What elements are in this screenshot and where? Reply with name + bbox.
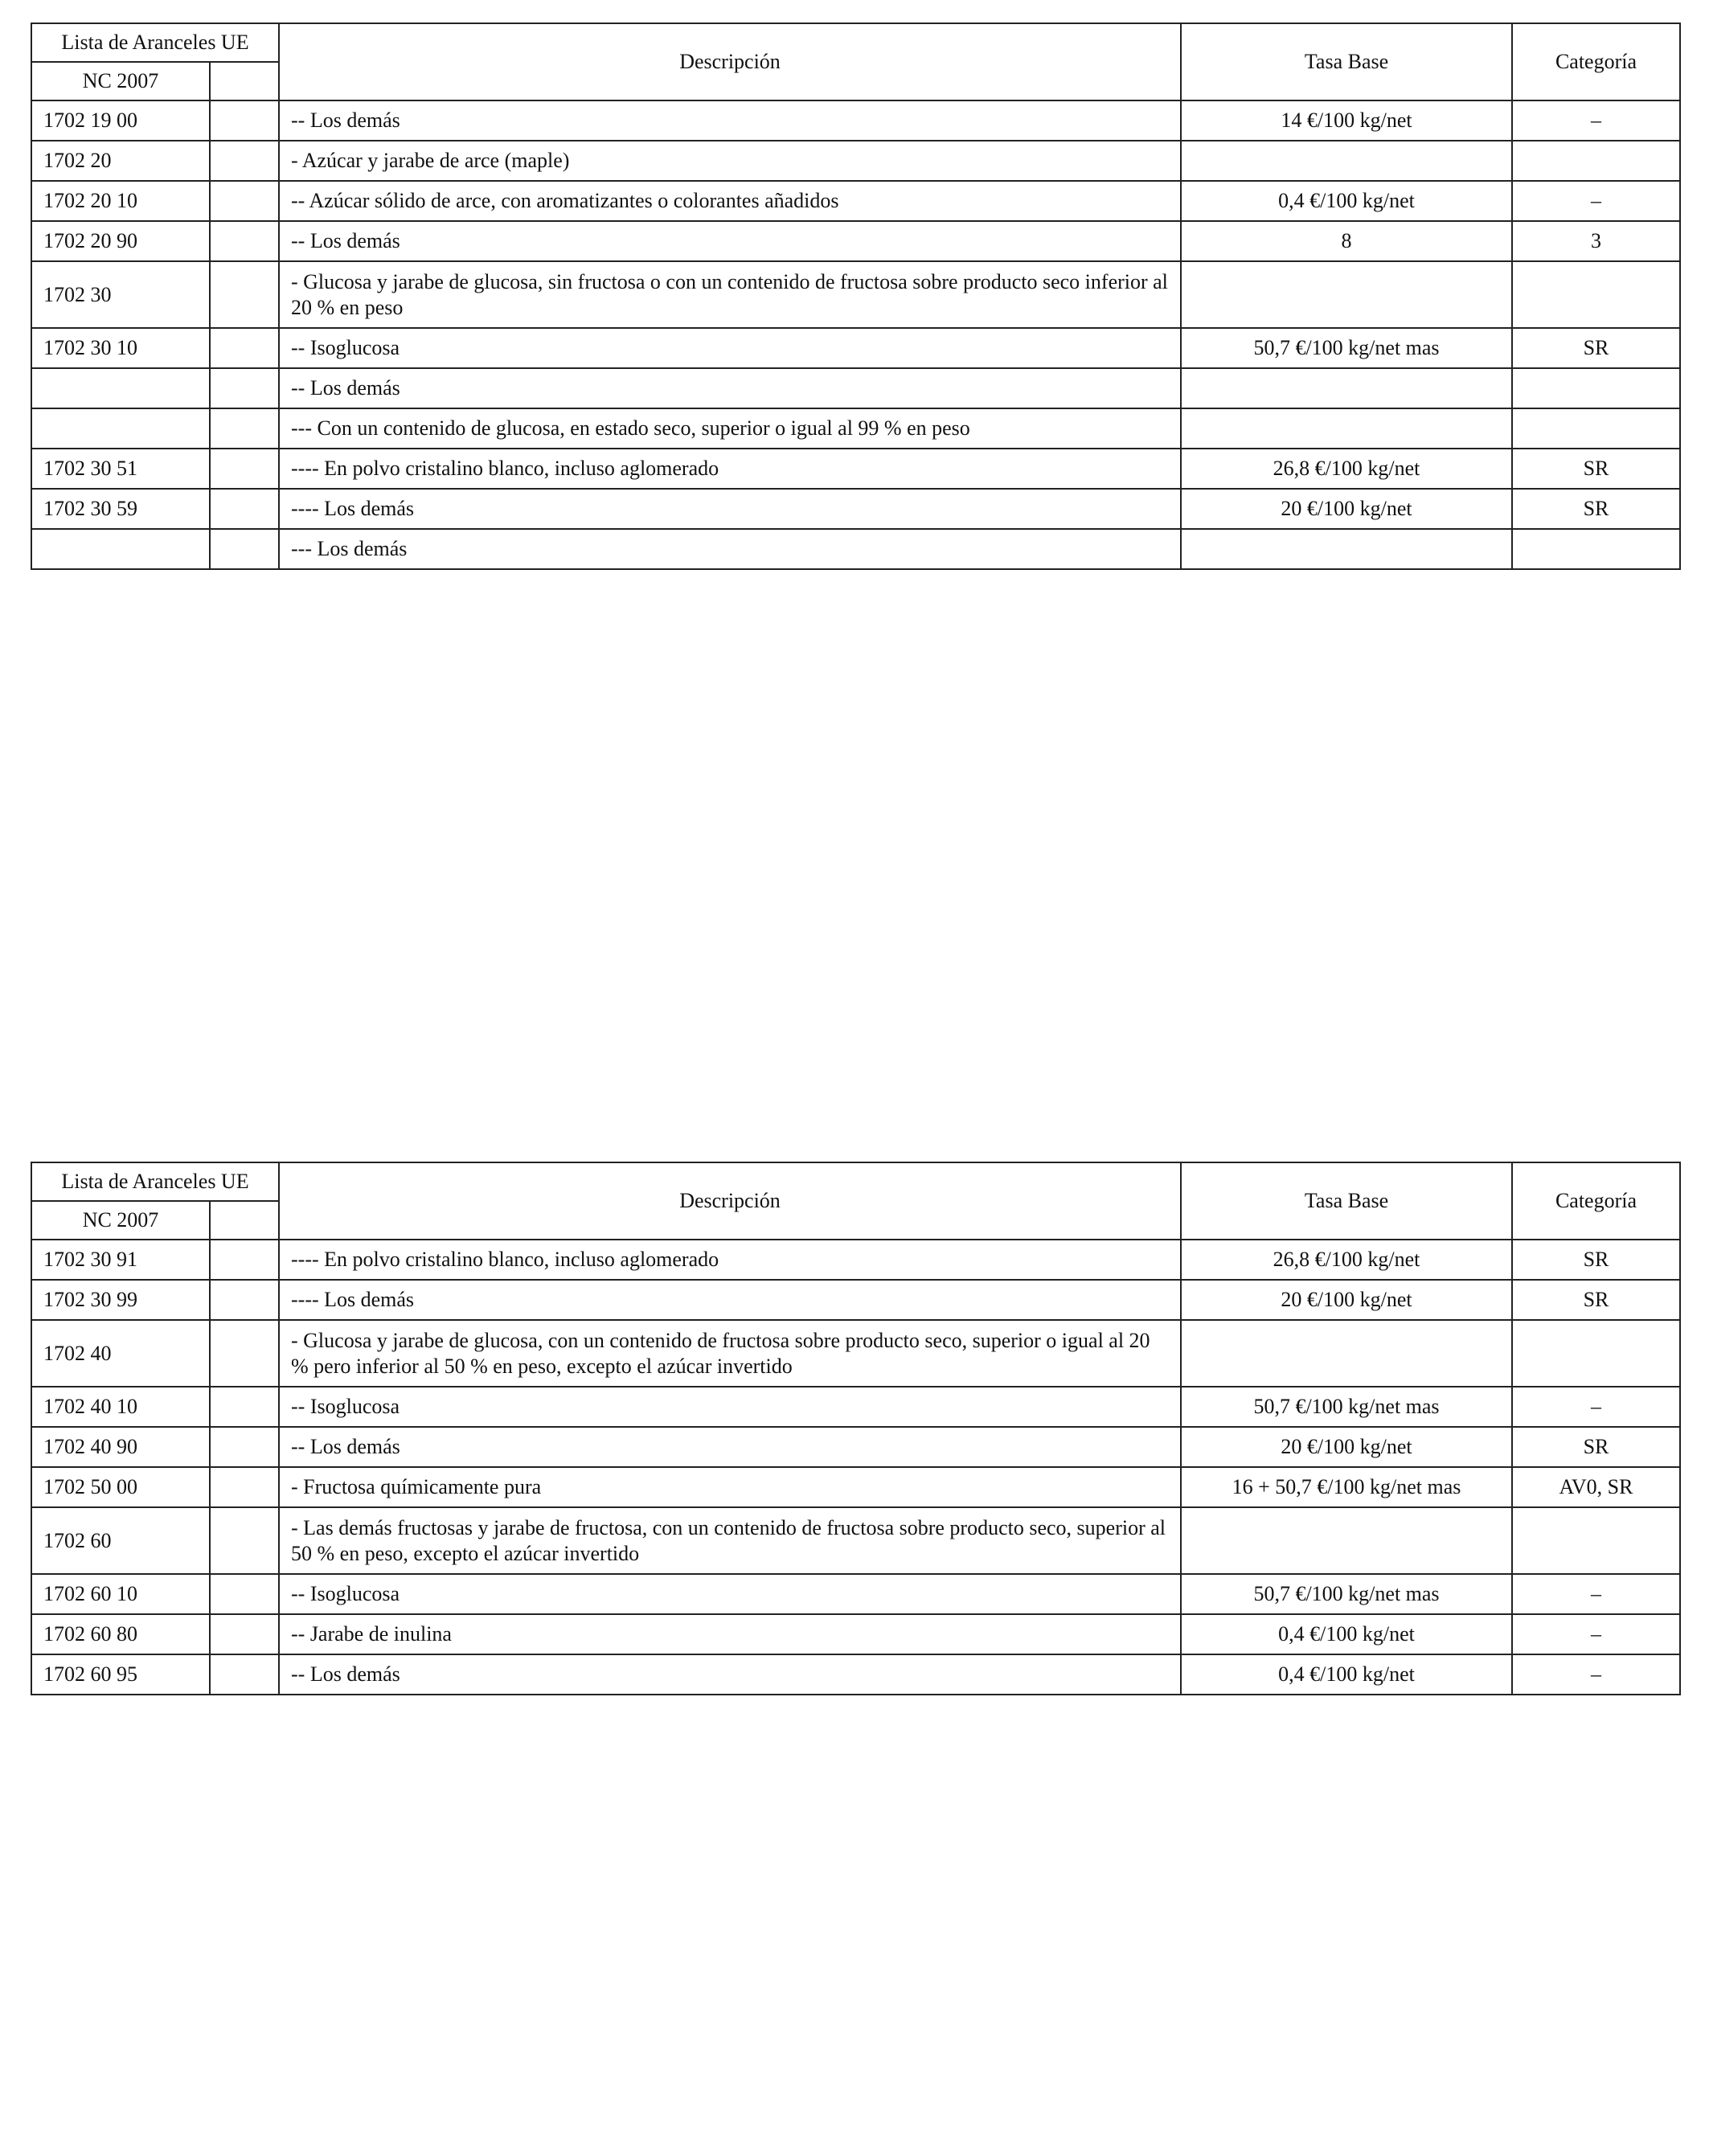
- table-header: [31, 23, 1680, 100]
- category-cell: –: [1512, 1614, 1680, 1654]
- code-cell: 1702 30: [31, 261, 210, 328]
- table-row: [31, 1320, 1680, 1387]
- description-cell: - Fructosa químicamente pura: [279, 1467, 1181, 1507]
- code-cell: 1702 30 59: [31, 489, 210, 529]
- rate-cell: 20 €/100 kg/net: [1181, 489, 1512, 529]
- description-cell: -- Isoglucosa: [279, 1387, 1181, 1427]
- table-row: [31, 408, 1680, 449]
- sub-cell: [210, 181, 279, 221]
- description-cell: -- Los demás: [279, 368, 1181, 408]
- description-cell: ---- En polvo cristalino blanco, incluso aglomerado: [279, 449, 1181, 489]
- table-row: [31, 529, 1680, 569]
- category-cell: [1512, 261, 1680, 328]
- sub-cell: [210, 1614, 279, 1654]
- table-row: [31, 1280, 1680, 1320]
- description-cell: --- Con un contenido de glucosa, en estado seco, superior o igual al 99 % en peso: [279, 408, 1181, 449]
- rate-cell: [1181, 368, 1512, 408]
- nc-header: NC 2007: [31, 62, 210, 100]
- code-cell: [31, 408, 210, 449]
- rate-cell: 50,7 €/100 kg/net mas: [1181, 1574, 1512, 1614]
- code-cell: 1702 30 91: [31, 1240, 210, 1280]
- rate-cell: [1181, 408, 1512, 449]
- sub-cell: [210, 1387, 279, 1427]
- category-cell: [1512, 1507, 1680, 1574]
- rate-cell: 20 €/100 kg/net: [1181, 1427, 1512, 1467]
- sub-cell: [210, 1467, 279, 1507]
- description-cell: -- Los demás: [279, 221, 1181, 261]
- rate-cell: [1181, 529, 1512, 569]
- category-cell: SR: [1512, 1427, 1680, 1467]
- description-cell: ---- Los demás: [279, 1280, 1181, 1320]
- rate-cell: 20 €/100 kg/net: [1181, 1280, 1512, 1320]
- sub-cell: [210, 529, 279, 569]
- table-row: [31, 1574, 1680, 1614]
- code-cell: 1702 50 00: [31, 1467, 210, 1507]
- table-row: [31, 100, 1680, 141]
- rate-cell: 26,8 €/100 kg/net: [1181, 1240, 1512, 1280]
- table-row: [31, 1467, 1680, 1507]
- category-cell: SR: [1512, 328, 1680, 368]
- list-header: Lista de Aranceles UE: [31, 23, 279, 62]
- category-header: Categoría: [1512, 23, 1680, 100]
- rate-cell: [1181, 1320, 1512, 1387]
- category-cell: [1512, 529, 1680, 569]
- table-row: [31, 1614, 1680, 1654]
- code-cell: 1702 20 10: [31, 181, 210, 221]
- rate-cell: 50,7 €/100 kg/net mas: [1181, 328, 1512, 368]
- code-cell: 1702 60: [31, 1507, 210, 1574]
- category-cell: AV0, SR: [1512, 1467, 1680, 1507]
- sub-cell: [210, 1280, 279, 1320]
- description-cell: - Las demás fructosas y jarabe de fructosa, con un contenido de fructosa sobre producto seco, superior al 50 % en peso, excepto el azúcar invertido: [279, 1507, 1181, 1574]
- rate-cell: [1181, 1507, 1512, 1574]
- sub-cell: [210, 1654, 279, 1695]
- rate-cell: 8: [1181, 221, 1512, 261]
- sub-cell: [210, 368, 279, 408]
- code-cell: 1702 30 10: [31, 328, 210, 368]
- code-cell: 1702 60 95: [31, 1654, 210, 1695]
- rate-cell: 14 €/100 kg/net: [1181, 100, 1512, 141]
- category-cell: [1512, 141, 1680, 181]
- table-row: [31, 1654, 1680, 1695]
- sub-cell: [210, 1427, 279, 1467]
- category-cell: [1512, 1320, 1680, 1387]
- category-cell: –: [1512, 1387, 1680, 1427]
- sub-cell: [210, 449, 279, 489]
- table-row: [31, 261, 1680, 328]
- sub-cell: [210, 1574, 279, 1614]
- sub-cell: [210, 261, 279, 328]
- table-row: [31, 1507, 1680, 1574]
- description-header: Descripción: [279, 1162, 1181, 1240]
- table-header: [31, 1162, 1680, 1240]
- category-cell: –: [1512, 181, 1680, 221]
- code-cell: [31, 368, 210, 408]
- category-cell: [1512, 408, 1680, 449]
- code-cell: 1702 40: [31, 1320, 210, 1387]
- code-cell: 1702 40 10: [31, 1387, 210, 1427]
- category-header: Categoría: [1512, 1162, 1680, 1240]
- table-row: [31, 449, 1680, 489]
- sub-cell: [210, 221, 279, 261]
- rate-cell: 0,4 €/100 kg/net: [1181, 181, 1512, 221]
- code-cell: 1702 30 99: [31, 1280, 210, 1320]
- table-row: [31, 368, 1680, 408]
- tariff-table-2: [31, 1162, 1681, 1695]
- rate-cell: 50,7 €/100 kg/net mas: [1181, 1387, 1512, 1427]
- category-cell: –: [1512, 1654, 1680, 1695]
- description-cell: ---- En polvo cristalino blanco, incluso aglomerado: [279, 1240, 1181, 1280]
- description-cell: -- Los demás: [279, 1654, 1181, 1695]
- rate-cell: 0,4 €/100 kg/net: [1181, 1614, 1512, 1654]
- sub-cell: [210, 1240, 279, 1280]
- description-header: Descripción: [279, 23, 1181, 100]
- code-cell: 1702 19 00: [31, 100, 210, 141]
- category-cell: SR: [1512, 1240, 1680, 1280]
- category-cell: [1512, 368, 1680, 408]
- nc-sub-header: [210, 62, 279, 100]
- table-row: [31, 1387, 1680, 1427]
- rate-cell: [1181, 261, 1512, 328]
- description-cell: - Glucosa y jarabe de glucosa, con un contenido de fructosa sobre producto seco, superior o igual al 20 % pero inferior al 50 % en peso, excepto el azúcar invertido: [279, 1320, 1181, 1387]
- nc-header: NC 2007: [31, 1201, 210, 1240]
- code-cell: 1702 30 51: [31, 449, 210, 489]
- category-cell: –: [1512, 100, 1680, 141]
- rate-cell: [1181, 141, 1512, 181]
- category-cell: SR: [1512, 1280, 1680, 1320]
- code-cell: 1702 60 80: [31, 1614, 210, 1654]
- table-row: [31, 181, 1680, 221]
- description-cell: - Azúcar y jarabe de arce (maple): [279, 141, 1181, 181]
- category-cell: SR: [1512, 449, 1680, 489]
- code-cell: 1702 20 90: [31, 221, 210, 261]
- code-cell: 1702 20: [31, 141, 210, 181]
- rate-header: Tasa Base: [1181, 23, 1512, 100]
- description-cell: -- Jarabe de inulina: [279, 1614, 1181, 1654]
- table-row: [31, 221, 1680, 261]
- description-cell: -- Azúcar sólido de arce, con aromatizantes o colorantes añadidos: [279, 181, 1181, 221]
- code-cell: [31, 529, 210, 569]
- rate-cell: 26,8 €/100 kg/net: [1181, 449, 1512, 489]
- sub-cell: [210, 1507, 279, 1574]
- category-cell: 3: [1512, 221, 1680, 261]
- description-cell: -- Isoglucosa: [279, 1574, 1181, 1614]
- nc-sub-header: [210, 1201, 279, 1240]
- table-row: [31, 489, 1680, 529]
- sub-cell: [210, 1320, 279, 1387]
- tariff-table-1: [31, 23, 1681, 570]
- sub-cell: [210, 489, 279, 529]
- sub-cell: [210, 328, 279, 368]
- rate-header: Tasa Base: [1181, 1162, 1512, 1240]
- table-row: [31, 328, 1680, 368]
- description-cell: ---- Los demás: [279, 489, 1181, 529]
- description-cell: -- Los demás: [279, 100, 1181, 141]
- rate-cell: 16 + 50,7 €/100 kg/net mas: [1181, 1467, 1512, 1507]
- table-row: [31, 1240, 1680, 1280]
- category-cell: –: [1512, 1574, 1680, 1614]
- sub-cell: [210, 100, 279, 141]
- rate-cell: 0,4 €/100 kg/net: [1181, 1654, 1512, 1695]
- code-cell: 1702 60 10: [31, 1574, 210, 1614]
- description-cell: - Glucosa y jarabe de glucosa, sin fructosa o con un contenido de fructosa sobre producto seco inferior al 20 % en peso: [279, 261, 1181, 328]
- table-row: [31, 141, 1680, 181]
- description-cell: --- Los demás: [279, 529, 1181, 569]
- list-header: Lista de Aranceles UE: [31, 1162, 279, 1201]
- description-cell: -- Isoglucosa: [279, 328, 1181, 368]
- code-cell: 1702 40 90: [31, 1427, 210, 1467]
- sub-cell: [210, 408, 279, 449]
- description-cell: -- Los demás: [279, 1427, 1181, 1467]
- table-row: [31, 1427, 1680, 1467]
- category-cell: SR: [1512, 489, 1680, 529]
- sub-cell: [210, 141, 279, 181]
